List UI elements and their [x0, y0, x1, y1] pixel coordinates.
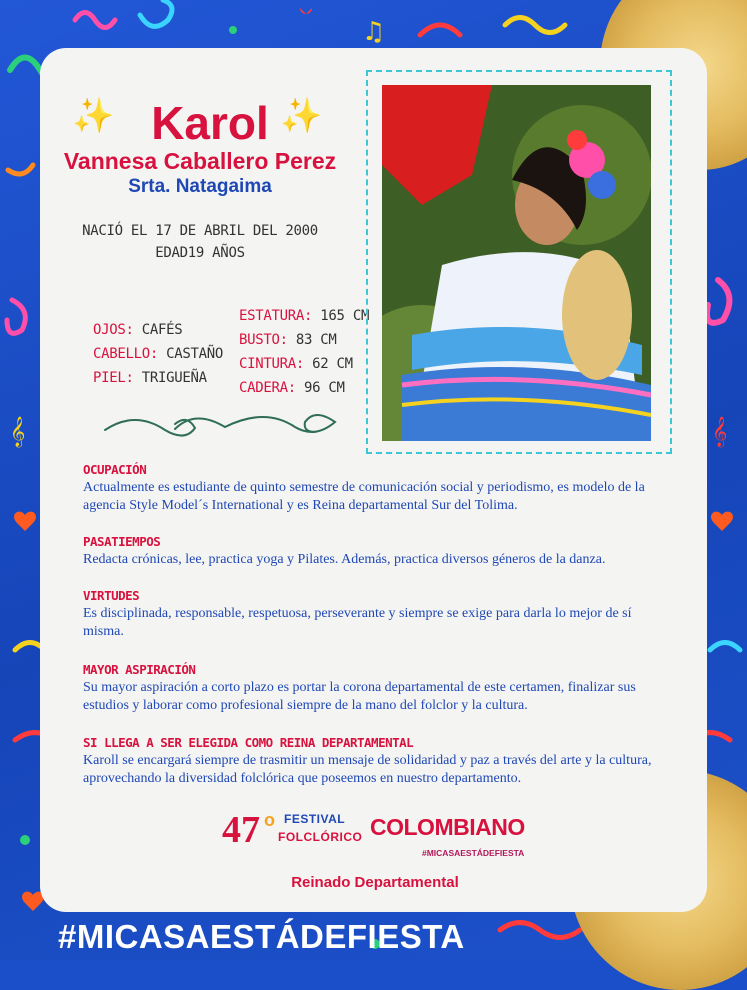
section-ocupacion: [83, 462, 663, 515]
attribute-row: OJOS: CAFÉS: [93, 322, 183, 338]
section-virtudes: [83, 588, 663, 641]
sparkle-icon: ✨: [72, 97, 115, 135]
section-body: Es disciplinada, responsable, respetuosa, perseverante y siempre se exige para darla lo mejor de sí misma.: [83, 606, 632, 639]
reinado-subtitle: Reinado Departamental: [291, 874, 459, 891]
logo-folclorico: FOLCLÓRICO: [278, 830, 363, 844]
logo-number: 47: [222, 809, 260, 851]
flourish-divider: [100, 405, 350, 445]
birth-date: NACIÓ EL 17 DE ABRIL DEL 2000: [82, 223, 318, 239]
section-heading: MAYOR ASPIRACIÓN: [83, 662, 196, 677]
svg-text:𝄞: 𝄞: [10, 417, 26, 447]
logo-colombiano: COLOMBIANO: [370, 814, 525, 840]
section-heading: PASATIEMPOS: [83, 534, 161, 549]
svg-text:♫: ♫: [362, 17, 386, 47]
attribute-row: CABELLO: CASTAÑO: [93, 346, 224, 362]
birth-info: [80, 220, 320, 264]
section-mayor-aspiracion: [83, 662, 663, 715]
attribute-row: ESTATURA: 165 CM: [239, 308, 370, 324]
section-body: Actualmente es estudiante de quinto semestre de comunicación social y periodismo, es modelo de la agencia Style Model´s International y es Reina departamental Sur del Tolima.: [83, 480, 645, 513]
logo-festival: FESTIVAL: [284, 812, 346, 826]
logo-hashtag: #MICASAESTÁDEFIESTA: [422, 848, 525, 858]
svg-text:𝄞: 𝄞: [712, 417, 728, 447]
section-heading: SI LLEGA A SER ELEGIDA COMO REINA DEPARTAMENTAL: [83, 735, 414, 750]
section-body: Karoll se encargará siempre de trasmitir un mensaje de solidaridad y paz a través del arte y la cultura, aprovechando la diversidad folclórica que poseemos en nuestro departamento.: [83, 753, 652, 786]
logo-degree-icon: o: [264, 810, 275, 830]
footer-hashtag: #MICASAESTÁDEFIESTA: [58, 918, 465, 955]
section-reina-departamental: [83, 735, 663, 788]
festival-logo: [222, 808, 532, 870]
attribute-row: BUSTO: 83 CM: [239, 332, 337, 348]
attributes-left: [93, 318, 223, 390]
attribute-row: CINTURA: 62 CM: [239, 356, 353, 372]
attribute-row: CADERA: 96 CM: [239, 380, 345, 396]
age: EDAD19 AÑOS: [155, 245, 245, 261]
section-pasatiempos: [83, 534, 663, 569]
sparkle-icon: ✨: [280, 97, 323, 135]
candidate-title: Srta. Natagaima: [128, 176, 272, 197]
section-body: Su mayor aspiración a corto plazo es portar la corona departamental de este certamen, finalizar sus estudios y laborar como profesional siempre de la mano del folclor y la cultura.: [83, 680, 636, 713]
section-body: Redacta crónicas, lee, practica yoga y Pilates. Además, practica diversos géneros de la danza.: [83, 552, 606, 567]
section-heading: OCUPACIÓN: [83, 462, 147, 477]
full-name: Vannesa Caballero Perez: [63, 148, 337, 174]
first-name: Karol: [151, 97, 269, 149]
attribute-row: PIEL: TRIGUEÑA: [93, 370, 207, 386]
portrait-photo: [382, 85, 651, 441]
attributes-right: [239, 304, 369, 400]
section-heading: VIRTUDES: [83, 588, 140, 603]
